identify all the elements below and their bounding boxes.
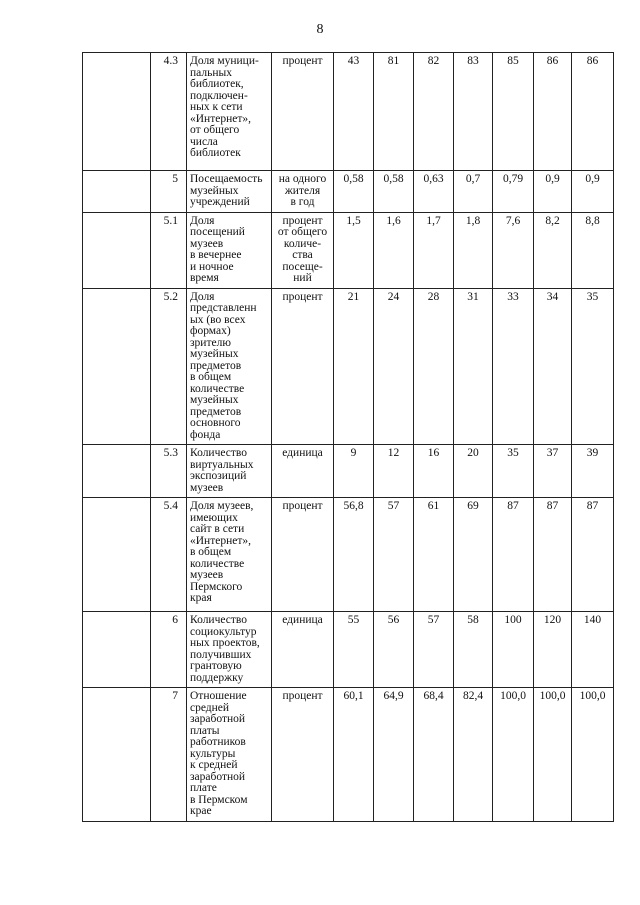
table-row — [83, 53, 614, 171]
indicator-name: Доля муници- пальных библиотек, подключен- ных к сети «Интернет», от общего числа библиотек — [187, 53, 272, 171]
value-cell: 8,2 — [534, 212, 572, 288]
indicator-name: Доля представленн ых (во всех формах) зрителю музейных предметов в общем количестве музейных предметов основного фонда — [187, 288, 272, 445]
table-row — [83, 445, 614, 498]
indicator-name: Посещаемость музейных учреждений — [187, 171, 272, 213]
value-cell: 1,5 — [334, 212, 374, 288]
table-row — [83, 612, 614, 688]
value-cell: 68,4 — [414, 688, 454, 822]
value-cell: 100 — [493, 612, 534, 688]
value-cell: 0,63 — [414, 171, 454, 213]
value-cell: 39 — [572, 445, 614, 498]
table-row — [83, 498, 614, 612]
value-cell: 34 — [534, 288, 572, 445]
blank-cell — [83, 498, 151, 612]
value-cell: 31 — [454, 288, 493, 445]
row-code: 4.3 — [151, 53, 187, 171]
value-cell: 12 — [374, 445, 414, 498]
value-cell: 33 — [493, 288, 534, 445]
blank-cell — [83, 53, 151, 171]
value-cell: 86 — [572, 53, 614, 171]
value-cell: 1,6 — [374, 212, 414, 288]
value-cell: 87 — [534, 498, 572, 612]
table-row — [83, 288, 614, 445]
value-cell: 16 — [414, 445, 454, 498]
value-cell: 57 — [374, 498, 414, 612]
value-cell: 0,79 — [493, 171, 534, 213]
value-cell: 21 — [334, 288, 374, 445]
blank-cell — [83, 171, 151, 213]
value-cell: 57 — [414, 612, 454, 688]
value-cell: 69 — [454, 498, 493, 612]
blank-cell — [83, 212, 151, 288]
unit-cell: единица — [272, 445, 334, 498]
blank-cell — [83, 288, 151, 445]
value-cell: 58 — [454, 612, 493, 688]
value-cell: 0,9 — [572, 171, 614, 213]
unit-cell: на одного жителя в год — [272, 171, 334, 213]
value-cell: 82,4 — [454, 688, 493, 822]
value-cell: 83 — [454, 53, 493, 171]
value-cell: 1,8 — [454, 212, 493, 288]
value-cell: 9 — [334, 445, 374, 498]
row-code: 7 — [151, 688, 187, 822]
indicator-name: Доля музеев, имеющих сайт в сети «Интернет», в общем количестве музеев Пермского края — [187, 498, 272, 612]
value-cell: 0,9 — [534, 171, 572, 213]
value-cell: 100,0 — [534, 688, 572, 822]
page-number: 8 — [316, 22, 324, 37]
value-cell: 43 — [334, 53, 374, 171]
value-cell: 87 — [493, 498, 534, 612]
indicators-table — [82, 52, 614, 822]
value-cell: 0,58 — [334, 171, 374, 213]
value-cell: 61 — [414, 498, 454, 612]
blank-cell — [83, 445, 151, 498]
indicator-name: Количество виртуальных экспозиций музеев — [187, 445, 272, 498]
unit-cell: единица — [272, 612, 334, 688]
value-cell: 60,1 — [334, 688, 374, 822]
value-cell: 20 — [454, 445, 493, 498]
indicator-name: Отношение средней заработной платы работников культуры к средней заработной плате в Пермском крае — [187, 688, 272, 822]
indicator-name: Количество социокультур ных проектов, получивших грантовую поддержку — [187, 612, 272, 688]
value-cell: 28 — [414, 288, 454, 445]
table-row — [83, 688, 614, 822]
table-body — [83, 53, 614, 822]
value-cell: 86 — [534, 53, 572, 171]
value-cell: 85 — [493, 53, 534, 171]
blank-cell — [83, 688, 151, 822]
indicator-name: Доля посещений музеев в вечернее и ночное время — [187, 212, 272, 288]
row-code: 5.3 — [151, 445, 187, 498]
row-code: 5.1 — [151, 212, 187, 288]
unit-cell: процент — [272, 288, 334, 445]
value-cell: 64,9 — [374, 688, 414, 822]
row-code: 6 — [151, 612, 187, 688]
row-code: 5.4 — [151, 498, 187, 612]
value-cell: 0,58 — [374, 171, 414, 213]
value-cell: 35 — [493, 445, 534, 498]
value-cell: 140 — [572, 612, 614, 688]
row-code: 5 — [151, 171, 187, 213]
unit-cell: процент от общего количе- ства посеще- ний — [272, 212, 334, 288]
unit-cell: процент — [272, 688, 334, 822]
value-cell: 100,0 — [572, 688, 614, 822]
blank-cell — [83, 612, 151, 688]
table-row — [83, 171, 614, 213]
unit-cell: процент — [272, 53, 334, 171]
value-cell: 55 — [334, 612, 374, 688]
value-cell: 24 — [374, 288, 414, 445]
value-cell: 87 — [572, 498, 614, 612]
table-row — [83, 212, 614, 288]
value-cell: 35 — [572, 288, 614, 445]
row-code: 5.2 — [151, 288, 187, 445]
value-cell: 81 — [374, 53, 414, 171]
value-cell: 37 — [534, 445, 572, 498]
value-cell: 0,7 — [454, 171, 493, 213]
value-cell: 82 — [414, 53, 454, 171]
value-cell: 100,0 — [493, 688, 534, 822]
value-cell: 7,6 — [493, 212, 534, 288]
value-cell: 8,8 — [572, 212, 614, 288]
value-cell: 56,8 — [334, 498, 374, 612]
value-cell: 120 — [534, 612, 572, 688]
value-cell: 56 — [374, 612, 414, 688]
value-cell: 1,7 — [414, 212, 454, 288]
unit-cell: процент — [272, 498, 334, 612]
